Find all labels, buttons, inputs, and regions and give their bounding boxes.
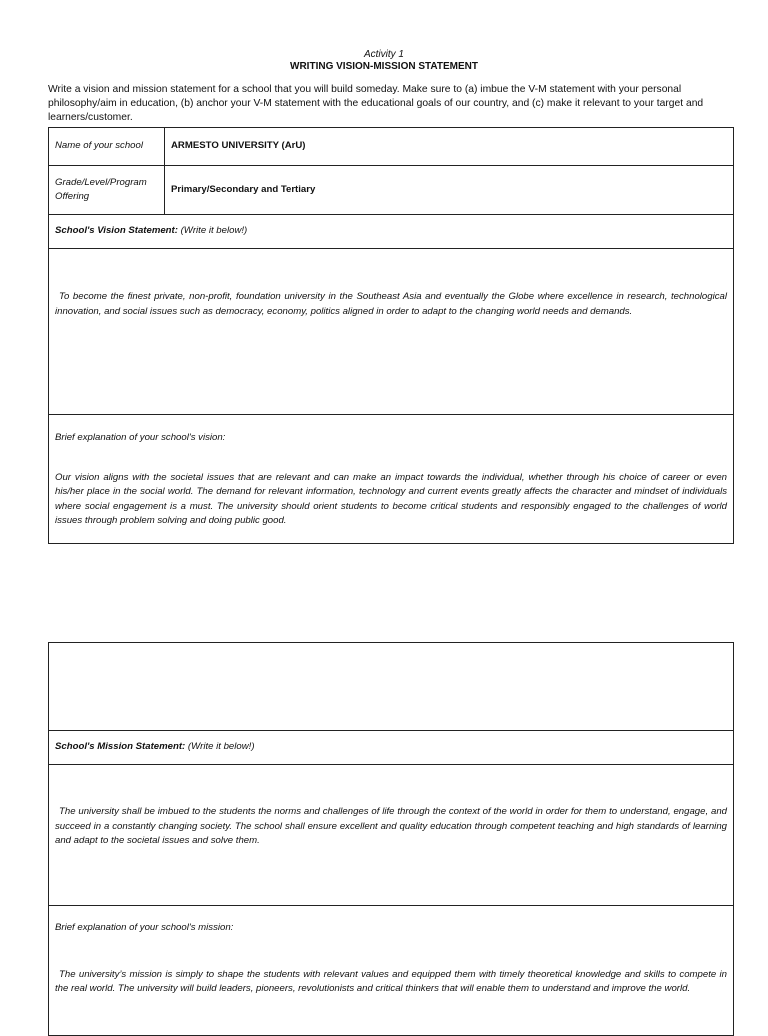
vision-heading-bold: School's Vision Statement: — [55, 225, 178, 237]
vision-explanation-label: Brief explanation of your school's vision: — [55, 432, 226, 443]
vision-statement: To become the finest private, non-profit, foundation university in the Southeast Asia and eventually the Globe where excellence in research, technological innovation, and social issues such as democracy, economy, politics aligned in order to adapt to the changing world needs and demands. — [55, 291, 727, 317]
mission-statement-row — [49, 765, 734, 906]
mission-heading-row — [49, 731, 734, 765]
instructions-text: Write a vision and mission statement for a school that you will build someday. Make sure to (a) imbue the V-M statement with your personal philosophy/aim in education, (b) anchor your V-M statement with the educational goals of our country, and (c) make it relevant to your target and learners/customer. — [48, 84, 704, 123]
vision-heading-row — [49, 215, 734, 249]
program-offering-value: Primary/Secondary and Tertiary — [165, 166, 734, 215]
vision-statement-row — [49, 249, 734, 415]
page-title: WRITING VISION-MISSION STATEMENT — [290, 61, 478, 72]
vision-explanation-cell — [49, 415, 734, 544]
program-offering-row — [49, 166, 734, 215]
mission-statement: The university shall be imbued to the students the norms and challenges of life through the context of the world in order for them to understand, engage, and succeed in a constantly changing society. The school shall ensure excellent and quality education through competent teaching and high standards of learning and adapt to the societal issues and solve them. — [55, 806, 727, 846]
vision-heading-note: (Write it below!) — [177, 225, 248, 237]
vision-statement-cell — [49, 249, 734, 415]
mission-explanation: The university’s mission is simply to shape the students with relevant values and equipped them with timely theoretical knowledge and skills to compete in the real world. The university will build leaders, pioneers, revolutionists and critical thinkers that will enable them to understand and improve the world. — [55, 968, 727, 994]
blank-row — [49, 643, 734, 731]
mission-explanation-cell — [49, 906, 734, 1036]
mission-heading-note: (Write it below!) — [185, 741, 255, 753]
mission-explanation-label: Brief explanation of your school's mission: — [55, 922, 234, 933]
mission-heading-bold: School's Mission Statement: — [55, 741, 186, 753]
activity-label: Activity 1 — [363, 49, 404, 60]
mission-heading — [49, 731, 734, 765]
program-offering-label: Grade/Level/Program Offering — [49, 166, 165, 215]
vision-form-table — [48, 127, 734, 544]
mission-form-table — [48, 642, 734, 1036]
vision-heading — [49, 215, 734, 249]
school-name-value: ARMESTO UNIVERSITY (ArU) — [165, 128, 734, 166]
vision-explanation: Our vision aligns with the societal issues that are relevant and can make an impact towards the individual, whether through his choice of career or even his/her place in the social world. The demand for relevant information, technology and current events greatly affects the character and mindset of individuals where social engagement is a must. The university should orient students to become critical students and responsibly engaged to the challenges of world issues through problem solving and doing public good. — [55, 471, 727, 526]
mission-statement-cell — [49, 765, 734, 906]
school-name-row — [49, 128, 734, 166]
mission-explanation-row — [49, 906, 734, 1036]
vision-explanation-row — [49, 415, 734, 544]
school-name-label: Name of your school — [49, 128, 165, 166]
blank-cell — [49, 643, 734, 731]
